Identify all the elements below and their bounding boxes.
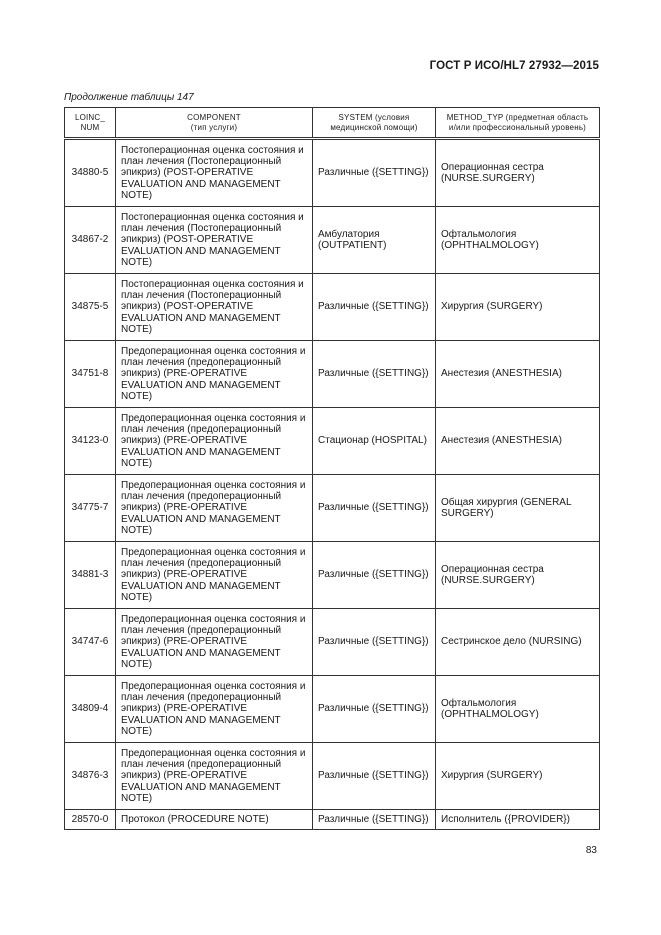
table-row (65, 810, 600, 830)
header-system-sub: медицинской помощи) (330, 122, 418, 132)
table-row (65, 139, 600, 207)
table-header (65, 108, 600, 139)
cell-loinc-num: 28570-0 (65, 810, 116, 830)
cell-component: Предоперационная оценка состояния и план лечения (предоперационный эпикриз) (PRE-OPERATIVE EVALUATION AND MANAGEMENT NOTE) (116, 341, 313, 408)
cell-loinc-num: 34881-3 (65, 542, 116, 609)
cell-loinc-num: 34751-8 (65, 341, 116, 408)
cell-method-typ: Анестезия (ANESTHESIA) (436, 341, 600, 408)
cell-system: Различные ({SETTING}) (313, 139, 436, 207)
header-component-main: COMPONENT (187, 112, 241, 122)
cell-method-typ: Офтальмология (OPHTHALMOLOGY) (436, 207, 600, 274)
cell-method-typ: Исполнитель ({PROVIDER}) (436, 810, 600, 830)
header-component (116, 108, 313, 139)
cell-component: Постоперационная оценка состояния и план лечения (Постоперационный эпикриз) (POST-OPERATIVE EVALUATION AND MANAGEMENT NOTE) (116, 139, 313, 207)
cell-method-typ: Операционная сестра (NURSE.SURGERY) (436, 542, 600, 609)
cell-component: Предоперационная оценка состояния и план лечения (предоперационный эпикриз) (PRE-OPERATIVE EVALUATION AND MANAGEMENT NOTE) (116, 676, 313, 743)
header-system (313, 108, 436, 139)
cell-method-typ: Операционная сестра (NURSE.SURGERY) (436, 139, 600, 207)
table-row (65, 207, 600, 274)
cell-loinc-num: 34880-5 (65, 139, 116, 207)
table-body (65, 139, 600, 830)
table-row (65, 475, 600, 542)
table-row (65, 676, 600, 743)
cell-component: Предоперационная оценка состояния и план лечения (предоперационный эпикриз) (PRE-OPERATIVE EVALUATION AND MANAGEMENT NOTE) (116, 408, 313, 475)
header-loinc-num: LOINC_ NUM (65, 108, 116, 139)
cell-method-typ: Офтальмология (OPHTHALMOLOGY) (436, 676, 600, 743)
cell-system: Амбулатория (OUTPATIENT) (313, 207, 436, 274)
table-row (65, 743, 600, 810)
cell-system: Различные ({SETTING}) (313, 810, 436, 830)
cell-component: Постоперационная оценка состояния и план лечения (Постоперационный эпикриз) (POST-OPERATIVE EVALUATION AND MANAGEMENT NOTE) (116, 207, 313, 274)
table-row (65, 408, 600, 475)
cell-loinc-num: 34775-7 (65, 475, 116, 542)
cell-loinc-num: 34867-2 (65, 207, 116, 274)
header-method-main: METHOD_TYP (предметная область (446, 112, 589, 122)
cell-method-typ: Хирургия (SURGERY) (436, 274, 600, 341)
cell-system: Различные ({SETTING}) (313, 743, 436, 810)
cell-loinc-num: 34747-6 (65, 609, 116, 676)
page-number: 83 (585, 845, 597, 856)
header-component-sub: (тип услуги) (190, 122, 238, 132)
cell-system: Стационар (HOSPITAL) (313, 408, 436, 475)
table-row (65, 542, 600, 609)
header-method-sub: и/или профессиональный уровень) (448, 122, 587, 132)
table-header-row (65, 108, 600, 139)
cell-method-typ: Хирургия (SURGERY) (436, 743, 600, 810)
cell-system: Различные ({SETTING}) (313, 274, 436, 341)
cell-component: Предоперационная оценка состояния и план лечения (предоперационный эпикриз) (PRE-OPERATIVE EVALUATION AND MANAGEMENT NOTE) (116, 609, 313, 676)
document-standard-header: ГОСТ Р ИСО/HL7 27932—2015 (429, 60, 599, 72)
cell-system: Различные ({SETTING}) (313, 475, 436, 542)
cell-system: Различные ({SETTING}) (313, 676, 436, 743)
table-row (65, 609, 600, 676)
cell-loinc-num: 34123-0 (65, 408, 116, 475)
table-caption: Продолжение таблицы 147 (64, 92, 194, 103)
header-system-main: SYSTEM (условия (338, 112, 410, 122)
cell-component: Предоперационная оценка состояния и план лечения (предоперационный эпикриз) (PRE-OPERATIVE EVALUATION AND MANAGEMENT NOTE) (116, 542, 313, 609)
header-method-typ (436, 108, 600, 139)
cell-system: Различные ({SETTING}) (313, 341, 436, 408)
cell-system: Различные ({SETTING}) (313, 542, 436, 609)
cell-component: Протокол (PROCEDURE NOTE) (116, 810, 313, 830)
cell-system: Различные ({SETTING}) (313, 609, 436, 676)
cell-component: Предоперационная оценка состояния и план лечения (предоперационный эпикриз) (PRE-OPERATIVE EVALUATION AND MANAGEMENT NOTE) (116, 475, 313, 542)
cell-method-typ: Общая хирургия (GENERAL SURGERY) (436, 475, 600, 542)
cell-method-typ: Анестезия (ANESTHESIA) (436, 408, 600, 475)
loinc-table (64, 107, 600, 830)
table-row (65, 274, 600, 341)
cell-loinc-num: 34875-5 (65, 274, 116, 341)
cell-component: Постоперационная оценка состояния и план лечения (Постоперационный эпикриз) (POST-OPERATIVE EVALUATION AND MANAGEMENT NOTE) (116, 274, 313, 341)
cell-method-typ: Сестринское дело (NURSING) (436, 609, 600, 676)
table-row (65, 341, 600, 408)
cell-loinc-num: 34876-3 (65, 743, 116, 810)
cell-component: Предоперационная оценка состояния и план лечения (предоперационный эпикриз) (PRE-OPERATIVE EVALUATION AND MANAGEMENT NOTE) (116, 743, 313, 810)
cell-loinc-num: 34809-4 (65, 676, 116, 743)
